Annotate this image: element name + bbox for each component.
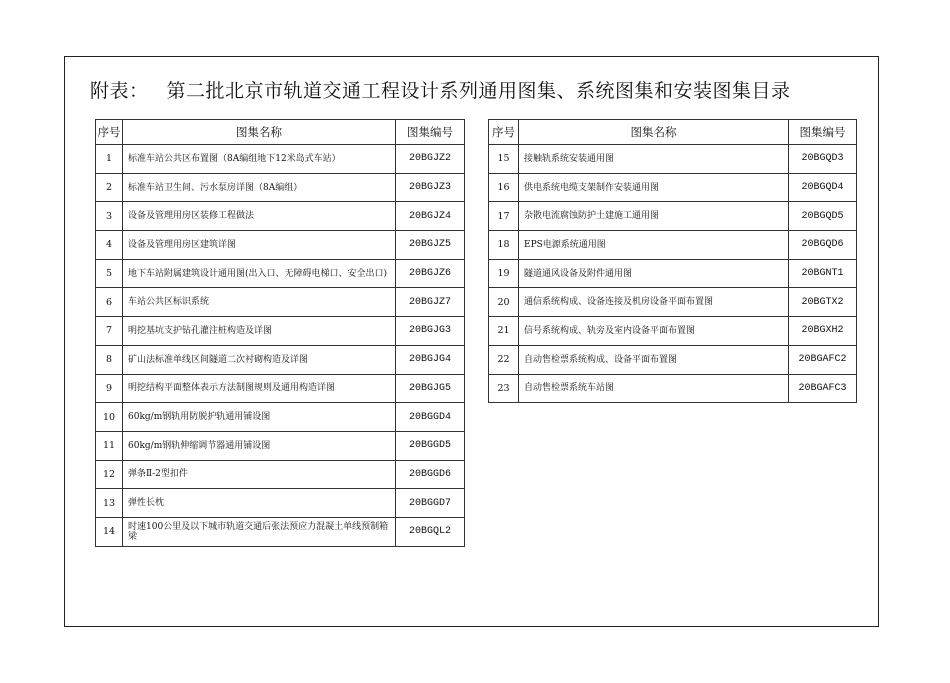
row-code: 20BGQD6 <box>789 231 857 260</box>
row-name: 标准车站公共区布置图（8A编组地下12米岛式车站） <box>123 145 396 174</box>
row-code: 20BGJZ5 <box>396 231 465 260</box>
row-code: 20BGJZ7 <box>396 288 465 317</box>
table-row <box>489 374 857 403</box>
table-row <box>489 259 857 288</box>
row-index: 6 <box>96 288 123 317</box>
row-code: 20BGGD6 <box>396 460 465 489</box>
table-row <box>96 403 465 432</box>
row-index: 8 <box>96 345 123 374</box>
table-row <box>96 460 465 489</box>
row-index: 5 <box>96 259 123 288</box>
catalog-table-right <box>488 119 857 403</box>
row-index: 19 <box>489 259 519 288</box>
row-code: 20BGJZ4 <box>396 202 465 231</box>
row-code: 20BGGD4 <box>396 403 465 432</box>
header-row <box>489 120 857 145</box>
row-code: 20BGJG4 <box>396 345 465 374</box>
row-name: 时速100公里及以下城市轨道交通后张法预应力混凝土单线预制箱梁 <box>123 517 396 546</box>
header-code: 图集编号 <box>396 120 465 145</box>
table-row <box>489 288 857 317</box>
table-row <box>96 202 465 231</box>
table-row <box>96 231 465 260</box>
table-row <box>489 345 857 374</box>
row-index: 10 <box>96 403 123 432</box>
table-row <box>96 259 465 288</box>
table-row <box>96 345 465 374</box>
row-code: 20BGAFC2 <box>789 345 857 374</box>
row-name: 自动售检票系统构成、设备平面布置图 <box>519 345 789 374</box>
header-row <box>96 120 465 145</box>
row-index: 23 <box>489 374 519 403</box>
row-code: 20BGJZ2 <box>396 145 465 174</box>
row-index: 14 <box>96 517 123 546</box>
row-index: 16 <box>489 173 519 202</box>
row-code: 20BGXH2 <box>789 317 857 346</box>
row-name: 矿山法标准单线区间隧道二次衬砌构造及详图 <box>123 345 396 374</box>
row-code: 20BGQD5 <box>789 202 857 231</box>
row-index: 4 <box>96 231 123 260</box>
table-row <box>96 317 465 346</box>
row-index: 13 <box>96 489 123 518</box>
header-name: 图集名称 <box>123 120 396 145</box>
row-index: 15 <box>489 145 519 174</box>
table-row <box>96 288 465 317</box>
row-name: 通信系统构成、设备连接及机房设备平面布置图 <box>519 288 789 317</box>
header-code: 图集编号 <box>789 120 857 145</box>
row-code: 20BGTX2 <box>789 288 857 317</box>
row-name: 杂散电流腐蚀防护土建施工通用图 <box>519 202 789 231</box>
row-name: 自动售检票系统车站图 <box>519 374 789 403</box>
row-code: 20BGJZ6 <box>396 259 465 288</box>
row-index: 11 <box>96 431 123 460</box>
row-name: 隧道通风设备及附件通用图 <box>519 259 789 288</box>
row-code: 20BGJG5 <box>396 374 465 403</box>
row-index: 7 <box>96 317 123 346</box>
row-name: 接触轨系统安装通用图 <box>519 145 789 174</box>
table-row <box>96 489 465 518</box>
row-index: 22 <box>489 345 519 374</box>
title-prefix: 附表： <box>90 80 149 102</box>
row-name: 明挖基坑支护钻孔灌注桩构造及详图 <box>123 317 396 346</box>
table-row <box>489 231 857 260</box>
table-row <box>96 431 465 460</box>
row-code: 20BGAFC3 <box>789 374 857 403</box>
header-name: 图集名称 <box>519 120 789 145</box>
row-index: 20 <box>489 288 519 317</box>
row-name: 设备及管理用房区装修工程做法 <box>123 202 396 231</box>
row-name: 60kg/m钢轨伸缩调节器通用铺设图 <box>123 431 396 460</box>
table-row <box>96 173 465 202</box>
row-name: 地下车站附属建筑设计通用图(出入口、无障碍电梯口、安全出口) <box>123 259 396 288</box>
table-row <box>489 317 857 346</box>
table-row <box>96 374 465 403</box>
row-code: 20BGQL2 <box>396 517 465 546</box>
title-main: 第二批北京市轨道交通工程设计系列通用图集、系统图集和安装图集目录 <box>166 80 791 102</box>
row-code: 20BGNT1 <box>789 259 857 288</box>
row-name: 车站公共区标识系统 <box>123 288 396 317</box>
row-code: 20BGGD7 <box>396 489 465 518</box>
row-index: 21 <box>489 317 519 346</box>
row-code: 20BGQD3 <box>789 145 857 174</box>
row-name: 明挖结构平面整体表示方法制图规则及通用构造详图 <box>123 374 396 403</box>
row-name: 标准车站卫生间、污水泵房详图（8A编组） <box>123 173 396 202</box>
row-code: 20BGQD4 <box>789 173 857 202</box>
row-name: 60kg/m钢轨用防脱护轨通用铺设图 <box>123 403 396 432</box>
row-code: 20BGGD5 <box>396 431 465 460</box>
header-index: 序号 <box>489 120 519 145</box>
row-name: 信号系统构成、轨旁及室内设备平面布置图 <box>519 317 789 346</box>
row-name: 设备及管理用房区建筑详图 <box>123 231 396 260</box>
table-row <box>489 145 857 174</box>
page-title <box>90 76 791 103</box>
row-index: 18 <box>489 231 519 260</box>
row-index: 1 <box>96 145 123 174</box>
row-index: 2 <box>96 173 123 202</box>
row-name: EPS电源系统通用图 <box>519 231 789 260</box>
row-name: 弹条Ⅱ-2型扣件 <box>123 460 396 489</box>
table-row <box>96 517 465 546</box>
row-index: 9 <box>96 374 123 403</box>
row-index: 12 <box>96 460 123 489</box>
row-index: 17 <box>489 202 519 231</box>
header-index: 序号 <box>96 120 123 145</box>
table-row <box>489 202 857 231</box>
table-row <box>96 145 465 174</box>
catalog-table-left <box>95 119 465 547</box>
row-index: 3 <box>96 202 123 231</box>
row-name: 弹性长枕 <box>123 489 396 518</box>
table-row <box>489 173 857 202</box>
row-name: 供电系统电缆支架制作安装通用图 <box>519 173 789 202</box>
row-code: 20BGJZ3 <box>396 173 465 202</box>
row-code: 20BGJG3 <box>396 317 465 346</box>
